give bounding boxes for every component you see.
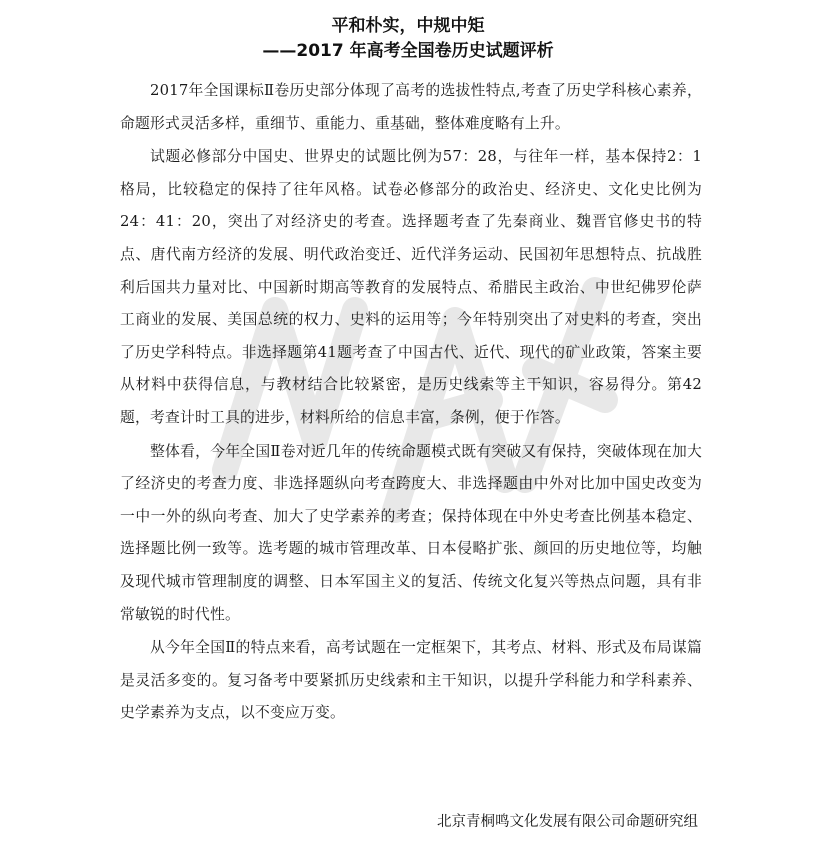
document-footer-author: 北京青桐鸣文化发展有限公司命题研究组 <box>437 814 698 830</box>
document-body <box>120 75 702 730</box>
paragraph-compulsory-section: 试题必修部分中国史、世界史的试题比例为57：28，与往年一样，基本保持2：1格局，比较稳定的保持了往年风格。试卷必修部分的政治史、经济史、文化史比例为24：41：20，突出了对经济史的考查。选择题考查了先秦商业、魏晋官修史书的特点、唐代南方经济的发展、明代政治变迁、近代洋务运动、民国初年思想特点、抗战胜利后国共力量对比、中国新时期高等教育的发展特点、希腊民主政治、中世纪佛罗伦萨工商业的发展、美国总统的权力、史料的运用等；今年特别突出了对史料的考查，突出了历史学科特点。非选择题第41题考查了中国古代、近代、现代的矿业政策，答案主要从材料中获得信息，与教材结合比较紧密，是历史线索等主干知识，容易得分。第42题，考查计时工具的进步，材料所给的信息丰富，条例，便于作答。 <box>120 148 702 426</box>
paragraph-intro: 2017年全国课标Ⅱ卷历史部分体现了高考的选拔性特点,考查了历史学科核心素养，命题形式灵活多样，重细节、重能力、重基础，整体难度略有上升。 <box>120 82 702 132</box>
paragraph-review-advice: 从今年全国Ⅱ的特点来看，高考试题在一定框架下，其考点、材料、形式及布局谋篇是灵活多变的。复习备考中要紧抓历史线索和主干知识，以提升学科能力和学科素养、史学素养为支点，以不变应万变。 <box>120 639 702 722</box>
document-title: 平和朴实，中规中矩 <box>331 16 485 36</box>
paragraph-overall-analysis: 整体看，今年全国Ⅱ卷对近几年的传统命题模式既有突破又有保持，突破体现在加大了经济史的考查力度、非选择题纵向考查跨度大、非选择题由中外对比加中国史改变为一中一外的纵向考查、加大了史学素养的考查；保持体现在中外史考查比例基本稳定、选择题比例一致等。选考题的城市管理改革、日本侵略扩张、颜回的历史地位等，均触及现代城市管理制度的调整、日本军国主义的复活、传统文化复兴等热点问题，具有非常敏锐的时代性。 <box>120 442 702 623</box>
document-subtitle: ——2017 年高考全国卷历史试题评析 <box>262 41 554 61</box>
